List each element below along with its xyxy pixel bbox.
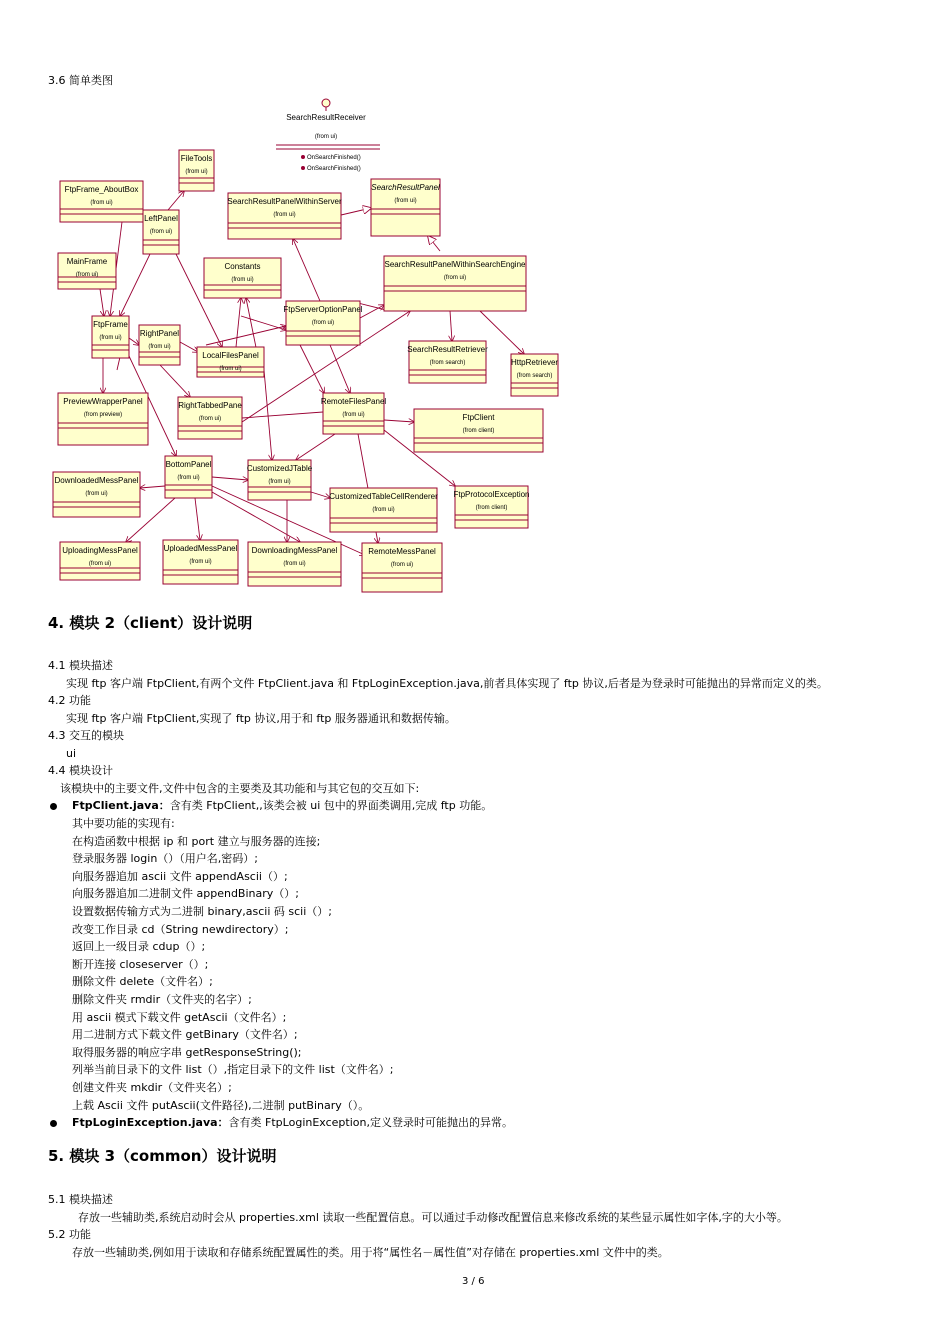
class-package: (from ui) bbox=[85, 491, 108, 497]
association-line bbox=[384, 420, 414, 422]
class-box-downloaded bbox=[53, 472, 140, 517]
class-package: (from ui) bbox=[342, 412, 365, 418]
bullet-icon bbox=[50, 803, 57, 810]
association-line bbox=[120, 254, 150, 316]
method-name: OnSearchFinished() bbox=[307, 166, 361, 172]
class-box-srretriever bbox=[407, 341, 488, 383]
section-4-2-text: 实现 ftp 客户端 FtpClient,实现了 ftp 协议,用于和 ftp 服务器通讯和数据传输。 bbox=[66, 712, 456, 725]
section-5-1-text: 存放一些辅助类,系统启动时会从 properties.xml 读取一些配置信息。可以通过手动修改配置信息来修改系统的某些显示属性如字体,字的大小等。 bbox=[78, 1211, 788, 1224]
class-box-filetools bbox=[179, 150, 214, 191]
association-line bbox=[450, 311, 452, 341]
class-name: RemoteFilesPanel bbox=[320, 397, 387, 406]
diagram-classes bbox=[53, 150, 558, 592]
function-item: 取得服务器的响应字串 getResponseString(); bbox=[72, 1045, 302, 1059]
function-item: 上载 Ascii 文件 putAscii(文件路径),二进制 putBinary（）。 bbox=[72, 1098, 370, 1112]
class-box-about bbox=[60, 181, 143, 222]
method-name: OnSearchFinished() bbox=[307, 155, 361, 161]
class-box-downloading bbox=[248, 542, 341, 586]
function-item: 返回上一级目录 cdup（）; bbox=[72, 940, 206, 954]
class-package: (from preview) bbox=[83, 412, 123, 418]
section-4-1-title: 4.1 模块描述 bbox=[48, 659, 113, 672]
class-name: RightTabbedPane bbox=[178, 401, 242, 410]
class-name: Constants bbox=[224, 262, 261, 271]
association-line bbox=[300, 345, 324, 393]
class-box-remotemess bbox=[362, 543, 442, 592]
class-name: FtpFrame bbox=[93, 320, 128, 329]
bullet-ftpclient bbox=[72, 799, 492, 813]
association-line bbox=[168, 191, 184, 210]
section-4-heading: 4. 模块 2（client）设计说明 bbox=[48, 614, 253, 632]
bullet-ftploginexception-file: FtpLoginException.java： bbox=[72, 1116, 229, 1129]
association-line bbox=[206, 326, 286, 345]
class-name: FileTools bbox=[180, 154, 213, 163]
function-item: 用 ascii 模式下载文件 getAscii（文件名）; bbox=[72, 1010, 287, 1024]
page-number: 3 / 6 bbox=[462, 1276, 485, 1287]
association-line bbox=[212, 477, 248, 480]
class-name: CustomizedJTable bbox=[246, 464, 313, 473]
class-box-remotefiles bbox=[321, 393, 387, 434]
class-box-ftpframe bbox=[92, 316, 129, 358]
class-package: (from ui) bbox=[99, 335, 122, 341]
method-icon bbox=[301, 155, 305, 159]
function-item: 登录服务器 login（）（用户名,密码）; bbox=[72, 852, 258, 866]
class-box-srp bbox=[371, 179, 440, 236]
section-5-2-title: 5.2 功能 bbox=[48, 1228, 91, 1241]
class-box-srpwse bbox=[384, 256, 526, 311]
class-diagram bbox=[0, 0, 950, 610]
class-box-uploaded bbox=[163, 540, 238, 584]
bullet-icon bbox=[50, 1120, 57, 1127]
class-box-preview bbox=[58, 393, 148, 445]
class-name: SearchResultRetriever bbox=[407, 345, 488, 354]
class-name: DownloadedMessPanel bbox=[54, 476, 139, 485]
function-item: 向服务器追加 ascii 文件 appendAscii（）; bbox=[72, 869, 288, 883]
class-name: SearchResultReceiver bbox=[286, 113, 366, 122]
class-box-localfiles bbox=[197, 347, 264, 377]
function-item: 改变工作目录 cd（String newdirectory）; bbox=[72, 922, 289, 936]
association-line bbox=[264, 370, 272, 460]
section-5-2-text: 存放一些辅助类,例如用于读取和存储系统配置属性的类。用于将“属性名－属性值”对存储在 properties.xml 文件中的类。 bbox=[72, 1246, 669, 1259]
section-3-6-title: 3.6 简单类图 bbox=[48, 74, 113, 87]
class-name: UploadedMessPanel bbox=[163, 544, 238, 553]
interface-search-result-receiver bbox=[276, 99, 380, 172]
class-name: SearchResultPanelWithinServer bbox=[227, 197, 342, 206]
class-name: LeftPanel bbox=[144, 214, 178, 223]
association-line bbox=[140, 486, 165, 488]
section-4-3-text: ui bbox=[66, 747, 77, 760]
association-line bbox=[242, 412, 323, 418]
association-line bbox=[428, 236, 440, 251]
function-item: 设置数据传输方式为二进制 binary,ascii 码 scii（）; bbox=[72, 905, 332, 918]
function-item: 在构造函数中根据 ip 和 port 建立与服务器的连接; bbox=[72, 834, 321, 848]
association-line bbox=[236, 298, 241, 347]
section-4-4-intro: 该模块中的主要文件,文件中包含的主要类及其功能和与其它包的交互如下: bbox=[60, 782, 420, 795]
bullet-ftpclient-file: FtpClient.java： bbox=[72, 799, 170, 812]
method-icon bbox=[301, 166, 305, 170]
association-line bbox=[296, 434, 335, 460]
class-name: SearchResultPanelWithinSearchEngine bbox=[384, 260, 526, 269]
association-line bbox=[129, 338, 139, 345]
class-box-rightpanel bbox=[139, 325, 180, 365]
class-package: (from ui) bbox=[443, 275, 467, 281]
section-4-2-title: 4.2 功能 bbox=[48, 694, 91, 707]
class-box-srpws bbox=[227, 193, 342, 239]
class-package: (from ui) bbox=[268, 479, 291, 485]
class-box-leftpanel bbox=[143, 210, 179, 254]
function-item: 用二进制方式下载文件 getBinary（文件名）; bbox=[72, 1028, 298, 1042]
class-package: (from ui) bbox=[185, 169, 208, 175]
class-name: SearchResultPanel bbox=[371, 183, 440, 192]
class-package: (from search) bbox=[516, 373, 553, 379]
class-name: HttpRetriever bbox=[510, 358, 559, 367]
class-package: (from ui) bbox=[90, 200, 113, 206]
class-package: (from ui) bbox=[231, 277, 254, 283]
class-package: (from ui) bbox=[394, 198, 417, 204]
class-box-constants bbox=[204, 258, 281, 298]
class-name: FtpServerOptionPanel bbox=[283, 305, 363, 314]
function-item: 创建文件夹 mkdir（文件夹名）; bbox=[72, 1081, 232, 1094]
class-name: UploadingMessPanel bbox=[62, 546, 138, 555]
function-item: 删除文件 delete（文件名）; bbox=[72, 975, 213, 989]
function-item: 向服务器追加二进制文件 appendBinary（）; bbox=[72, 887, 299, 901]
section-5-heading: 5. 模块 3（common）设计说明 bbox=[48, 1147, 277, 1165]
class-name: CustomizedTableCellRenderer bbox=[329, 492, 438, 501]
section-5-1-title: 5.1 模块描述 bbox=[48, 1193, 113, 1206]
class-package: (from ui) bbox=[75, 272, 99, 278]
class-name: FtpFrame_AboutBox bbox=[64, 185, 139, 194]
association-line bbox=[195, 498, 200, 540]
class-box-ctcr bbox=[329, 488, 438, 532]
function-item: 列举当前目录下的文件 list（）,指定目录下的文件 list（文件名）; bbox=[72, 1063, 394, 1077]
function-item: 删除文件夹 rmdir（文件夹的名字）; bbox=[72, 993, 252, 1006]
class-package: (from ui) bbox=[88, 561, 112, 567]
class-box-mainframe bbox=[58, 253, 116, 289]
class-package: (from client) bbox=[475, 505, 508, 511]
class-box-ftpclient bbox=[414, 409, 543, 452]
class-package: (from ui) bbox=[390, 562, 414, 568]
class-package: (from ui) bbox=[311, 320, 335, 326]
class-name: PreviewWrapperPanel bbox=[63, 397, 143, 406]
class-package: (from ui) bbox=[149, 229, 173, 235]
class-package: (from search) bbox=[429, 360, 466, 366]
class-name: RemoteMessPanel bbox=[368, 547, 436, 556]
class-package: (from ui) bbox=[314, 134, 338, 140]
section-4-1-text: 实现 ftp 客户端 FtpClient,有两个文件 FtpClient.java 和 FtpLoginException.java,前者具体实现了 ftp 协议,后者是为登录时可能抛出的异常而定义的类。 bbox=[66, 677, 828, 690]
class-package: (from ui) bbox=[177, 475, 200, 481]
class-name: BottomPanel bbox=[165, 460, 212, 469]
class-box-cjtable bbox=[247, 460, 313, 500]
association-line bbox=[160, 365, 190, 397]
class-name: DownloadingMessPanel bbox=[251, 546, 338, 555]
class-name: LocalFilesPanel bbox=[202, 351, 259, 360]
class-package: (from ui) bbox=[198, 416, 222, 422]
class-package: (from ui) bbox=[219, 366, 242, 372]
class-box-bottom bbox=[165, 456, 212, 498]
interface-lollipop-icon bbox=[322, 99, 330, 107]
section-4-3-title: 4.3 交互的模块 bbox=[48, 729, 124, 742]
class-name: FtpClient bbox=[462, 413, 495, 422]
class-package: (from client) bbox=[462, 428, 495, 434]
class-name: FtpProtocolException bbox=[453, 490, 530, 499]
association-line bbox=[311, 492, 330, 498]
class-box-fsop bbox=[283, 301, 362, 345]
class-box-uploading bbox=[60, 542, 140, 580]
bullet-ftpclient-desc: 含有类 FtpClient,,该类会被 ui 包中的界面类调用,完成 ftp 功能。 bbox=[169, 799, 493, 812]
class-box-httpret bbox=[511, 354, 558, 396]
class-package: (from ui) bbox=[283, 561, 306, 567]
association-line bbox=[341, 208, 371, 215]
association-line bbox=[100, 289, 104, 316]
class-box-rtp bbox=[178, 397, 242, 439]
function-item: 其中要功能的实现有: bbox=[72, 817, 175, 830]
class-box-fpe bbox=[453, 486, 529, 528]
association-line bbox=[293, 239, 320, 301]
class-name: RightPanel bbox=[139, 329, 180, 338]
section-4-4-title: 4.4 模块设计 bbox=[48, 764, 113, 777]
function-item: 断开连接 closeserver（）; bbox=[72, 957, 209, 971]
class-name: MainFrame bbox=[66, 257, 108, 266]
class-package: (from ui) bbox=[273, 212, 296, 218]
class-package: (from ui) bbox=[189, 559, 212, 565]
class-package: (from ui) bbox=[148, 344, 171, 350]
association-line bbox=[180, 342, 198, 352]
bullet-ftploginexception bbox=[72, 1116, 513, 1130]
bullet-ftploginexception-desc: 含有类 FtpLoginException,定义登录时可能抛出的异常。 bbox=[228, 1116, 513, 1129]
class-package: (from ui) bbox=[372, 507, 395, 513]
